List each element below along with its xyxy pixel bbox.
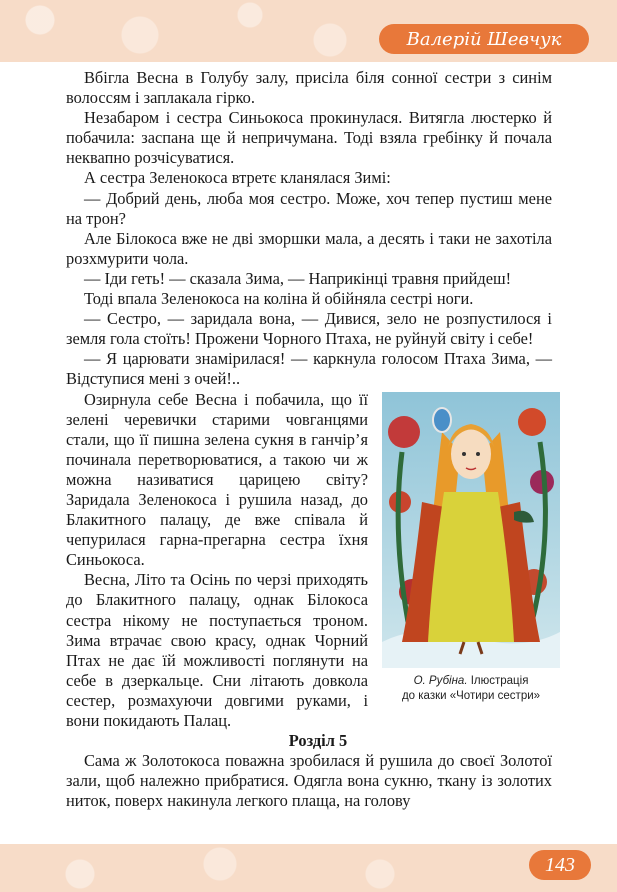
caption-text: Ілюстрація	[467, 674, 529, 687]
figure	[378, 392, 564, 704]
author-name: Валерій Шевчук	[406, 28, 562, 50]
paragraph: — Іди геть! — сказала Зима, — Наприкінці травня прийдеш!	[84, 268, 512, 288]
footer-ornament-band	[0, 844, 617, 892]
paragraph: Тоді впала Зеленокоса на коліна й обійняла сестрі ноги.	[84, 289, 474, 309]
paragraph: Весна, Літо та Осінь по черзі приходять до Блакитного палацу, однак Білокоса сестра нікому не поступається троном. Зима втрачає свою красу, однак Чорний Птах не дає їй можливості поглянути на себе в дзеркальце. Сни літають довкола сестер, розмахуючи довгими руками, і вони покидають Палац.	[66, 570, 368, 730]
author-tab	[379, 24, 589, 54]
caption-author: О. Рубіна.	[413, 674, 468, 687]
paragraph: — Сестро, — заридала вона, — Дивися, зело не розпустилося і земля гола стоїть! Прожени Чорного Птаха, не руйнуй світу і себе!	[66, 309, 552, 349]
paragraph: А сестра Зеленокоса втретє кланялася Зимі:	[84, 168, 391, 188]
spring-illustration	[382, 392, 560, 668]
paragraph: — Добрий день, люба моя сестро. Може, хоч тепер пустиш мене на трон?	[66, 188, 552, 228]
paragraph: Сама ж Золотокоса поважна зробилася й рушила до своєї Золотої зали, щоб належно прибратися. Одягла вона сукню, ткану із золотих ниток, поверх накинула легкого плаща, на голову	[66, 751, 552, 811]
illustrated-section	[66, 390, 552, 732]
paragraph: — Я царювати знамірилася! — каркнула голосом Птаха Зима, — Відступися мені з очей!..	[66, 349, 552, 389]
page-number-text: 143	[545, 853, 575, 876]
page-number	[529, 850, 591, 880]
page-content	[66, 68, 552, 811]
caption-text-line2: до казки «Чотири сестри»	[401, 689, 541, 702]
paragraph: Але Білокоса вже не дві зморшки мала, а десять і таки не захотіла розхмурити чола.	[66, 228, 552, 268]
paragraph: Вбігла Весна в Голубу залу, присіла біля сонної сестри з синім волоссям і заплакала гірко.	[66, 68, 552, 108]
paragraph: Незабаром і сестра Синьокоса прокинулася. Витягла люстерко й побачила: заспана ще й непричумана. Тоді взяла гребінку й почала неквапно розчісуватися.	[66, 108, 552, 168]
paragraph: Озирнула себе Весна і побачила, що її зелені черевички старими човганцями стали, що її пишна зелена сукня в ганчір’я починала перетворюватися, а такою чи ж можна називатися царицею світу? Заридала Зеленокоса і рушила назад, до Блакитного палацу, де вже співала й чепурилася гарна-прегарна сестра їхня Синьокоса.	[66, 389, 368, 570]
section-heading: Розділ 5	[288, 731, 348, 751]
figure-caption	[378, 674, 564, 704]
